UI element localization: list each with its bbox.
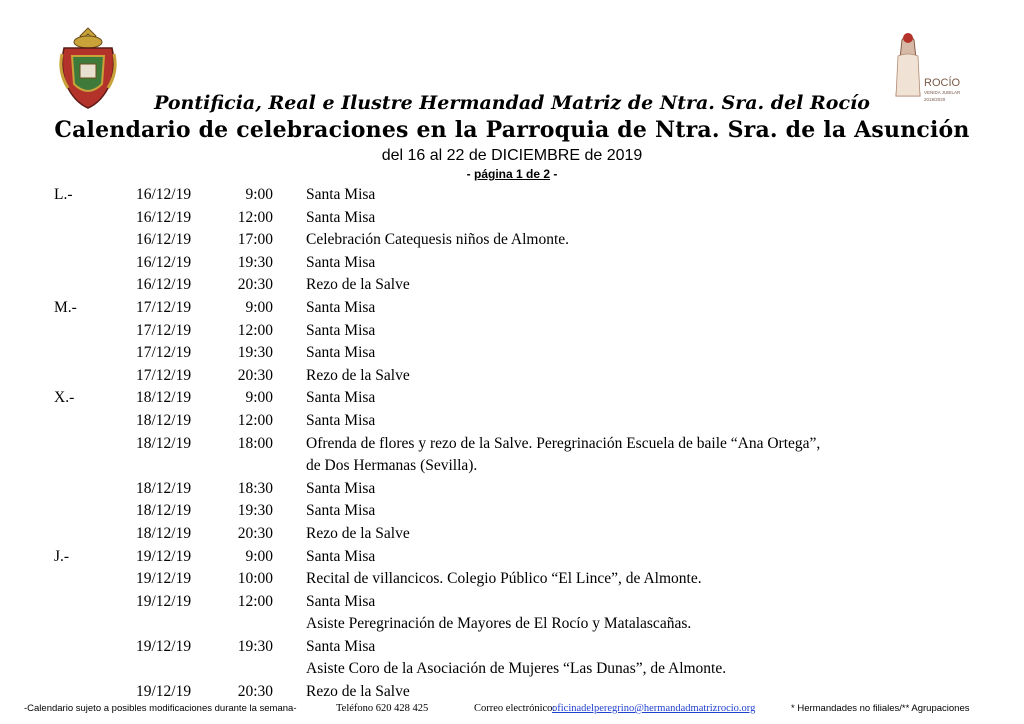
row-date: 16/12/19 xyxy=(136,186,192,203)
schedule-row xyxy=(0,523,1024,546)
row-time: 17:00 xyxy=(237,231,273,249)
row-time: 18:30 xyxy=(237,479,273,497)
schedule-row xyxy=(0,568,1024,591)
day-label: M.- xyxy=(54,298,77,316)
row-description: Santa Misa xyxy=(306,298,376,316)
row-description: Santa Misa xyxy=(306,411,376,429)
footer-email-link[interactable]: oficinadelperegrino@hermandadmatrizrocio.org xyxy=(552,703,756,714)
row-description: Rezo de la Salve xyxy=(306,683,410,701)
row-time: 12:00 xyxy=(237,208,273,226)
row-date: 18/12/19 xyxy=(136,389,192,407)
row-time: 18:00 xyxy=(237,434,273,452)
schedule-row xyxy=(0,613,1024,636)
row-date: 16/12/19 xyxy=(136,253,192,271)
row-description: Santa Misa xyxy=(306,592,376,610)
brotherhood-title: Pontificia, Real e Ilustre Hermandad Matriz de Ntra. Sra. del Rocío xyxy=(154,92,870,114)
schedule-row xyxy=(0,184,1024,207)
row-date: 17/12/19 xyxy=(136,344,192,362)
row-description: Rezo de la Salve xyxy=(306,366,410,384)
row-time: 19:30 xyxy=(237,344,273,362)
row-date: 18/12/19 xyxy=(136,434,192,452)
schedule-row xyxy=(0,342,1024,365)
logo-sub: VENIDA JUBILAR xyxy=(924,90,961,95)
row-description: Santa Misa xyxy=(306,344,376,362)
row-date: 18/12/19 xyxy=(136,502,192,520)
date-range: del 16 al 22 de DICIEMBRE de 2019 xyxy=(381,147,643,164)
page-indicator: - página 1 de 2 - xyxy=(466,167,558,181)
row-time: 9:00 xyxy=(245,298,273,316)
day-label: X.- xyxy=(54,389,75,407)
row-date: 18/12/19 xyxy=(136,411,192,429)
row-time: 9:00 xyxy=(245,547,273,565)
schedule-row xyxy=(0,410,1024,433)
row-description: Santa Misa xyxy=(306,186,376,203)
row-time: 20:30 xyxy=(237,276,273,294)
calendar-title: Calendario de celebraciones en la Parroquia de Ntra. Sra. de la Asunción xyxy=(54,117,970,143)
row-description: Santa Misa xyxy=(306,321,376,339)
row-description: Santa Misa xyxy=(306,479,376,497)
day-label: L.- xyxy=(54,186,73,203)
schedule-row xyxy=(0,658,1024,681)
row-description: Santa Misa xyxy=(306,208,376,226)
schedule-row xyxy=(0,455,1024,478)
footer-email-label: Correo electrónico: xyxy=(474,703,556,714)
row-time: 10:00 xyxy=(237,570,273,588)
row-date: 19/12/19 xyxy=(136,637,192,655)
schedule-row xyxy=(0,229,1024,252)
row-time: 20:30 xyxy=(237,366,273,384)
row-date: 17/12/19 xyxy=(136,366,192,384)
row-time: 19:30 xyxy=(237,253,273,271)
row-description: Rezo de la Salve xyxy=(306,524,410,542)
page-number: página 1 de 2 xyxy=(473,167,551,181)
schedule-row xyxy=(0,636,1024,659)
row-time: 19:30 xyxy=(237,502,273,520)
row-time: 20:30 xyxy=(237,683,273,701)
row-description: Santa Misa xyxy=(306,637,376,655)
schedule-list xyxy=(0,184,1024,704)
schedule-row xyxy=(0,320,1024,343)
row-date: 19/12/19 xyxy=(136,570,192,588)
row-time: 12:00 xyxy=(237,411,273,429)
row-date: 16/12/19 xyxy=(136,231,192,249)
footer-note: -Calendario sujeto a posibles modificaciones durante la semana- xyxy=(24,703,297,714)
row-description: Recital de villancicos. Colegio Público “El Lince”, de Almonte. xyxy=(306,570,702,588)
footer-phone: Teléfono 620 428 425 xyxy=(336,703,429,714)
row-description: Asiste Coro de la Asociación de Mujeres “Las Dunas”, de Almonte. xyxy=(306,660,727,678)
row-description: Santa Misa xyxy=(306,389,376,407)
row-description: Asiste Peregrinación de Mayores de El Rocío y Matalascañas. xyxy=(306,615,692,633)
logo-word: ROCÍO xyxy=(924,77,961,89)
row-description: Santa Misa xyxy=(306,253,376,271)
row-description: Santa Misa xyxy=(306,502,376,520)
row-time: 12:00 xyxy=(237,592,273,610)
row-date: 19/12/19 xyxy=(136,592,192,610)
schedule-row xyxy=(0,365,1024,388)
schedule-row xyxy=(0,207,1024,230)
schedule-row xyxy=(0,297,1024,320)
row-time: 9:00 xyxy=(245,389,273,407)
row-date: 16/12/19 xyxy=(136,208,192,226)
row-time: 20:30 xyxy=(237,524,273,542)
schedule-row xyxy=(0,252,1024,275)
footer-legend: * Hermandades no filiales/** Agrupaciones xyxy=(791,703,970,714)
row-description: Celebración Catequesis niños de Almonte. xyxy=(306,231,570,249)
row-description: Santa Misa xyxy=(306,547,376,565)
row-description: Ofrenda de flores y rezo de la Salve. Peregrinación Escuela de baile “Ana Ortega”, xyxy=(306,434,821,452)
row-date: 17/12/19 xyxy=(136,321,192,339)
row-time: 9:00 xyxy=(245,186,273,203)
day-label: J.- xyxy=(54,547,70,565)
row-time: 12:00 xyxy=(237,321,273,339)
row-date: 16/12/19 xyxy=(136,276,192,294)
row-date: 18/12/19 xyxy=(136,479,192,497)
row-date: 19/12/19 xyxy=(136,683,192,701)
schedule-row xyxy=(0,478,1024,501)
row-time: 19:30 xyxy=(237,637,273,655)
schedule-row xyxy=(0,274,1024,297)
schedule-row xyxy=(0,546,1024,569)
schedule-row xyxy=(0,500,1024,523)
row-description: Rezo de la Salve xyxy=(306,276,410,294)
row-date: 18/12/19 xyxy=(136,524,192,542)
row-description: de Dos Hermanas (Sevilla). xyxy=(306,457,478,475)
schedule-row xyxy=(0,433,1024,456)
row-date: 19/12/19 xyxy=(136,547,192,565)
schedule-row xyxy=(0,681,1024,704)
row-date: 17/12/19 xyxy=(136,298,192,316)
schedule-row xyxy=(0,591,1024,614)
schedule-row xyxy=(0,387,1024,410)
logo-year: 2019/2020 xyxy=(924,97,946,102)
